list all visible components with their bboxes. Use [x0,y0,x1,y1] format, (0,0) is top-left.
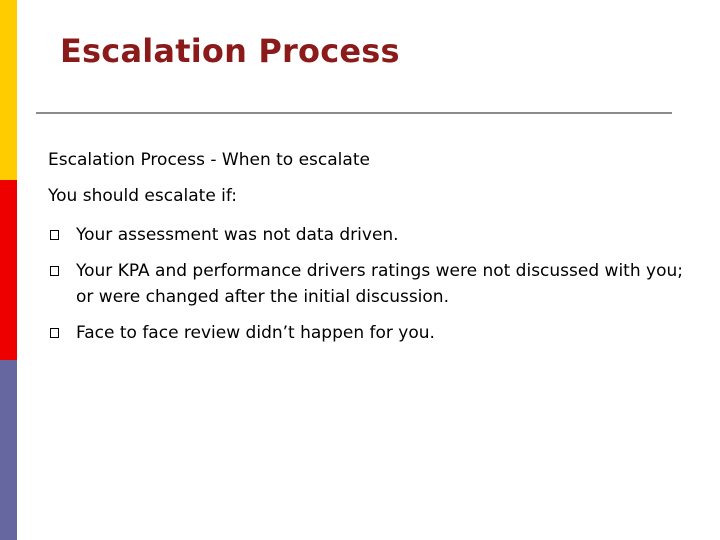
title-divider [36,112,672,114]
intro-text: You should escalate if: [48,186,238,206]
bullet-item [48,320,688,346]
slide-title: Escalation Process [60,32,400,70]
square-bullet-icon [50,328,59,338]
bullet-text: Face to face review didn’t happen for you. [76,323,435,343]
slide-subtitle: Escalation Process - When to escalate [48,150,370,170]
bullet-list [48,222,688,356]
side-bar-purple [0,360,17,540]
bullet-item [48,258,688,310]
side-bar-red [0,180,17,360]
bullet-item [48,222,688,248]
square-bullet-icon [50,266,59,276]
side-color-bar [0,0,17,540]
side-bar-yellow [0,0,17,180]
bullet-text: Your KPA and performance drivers ratings were not discussed with you; or were changed after the initial discussion. [76,261,683,307]
square-bullet-icon [50,230,59,240]
bullet-text: Your assessment was not data driven. [76,225,399,245]
